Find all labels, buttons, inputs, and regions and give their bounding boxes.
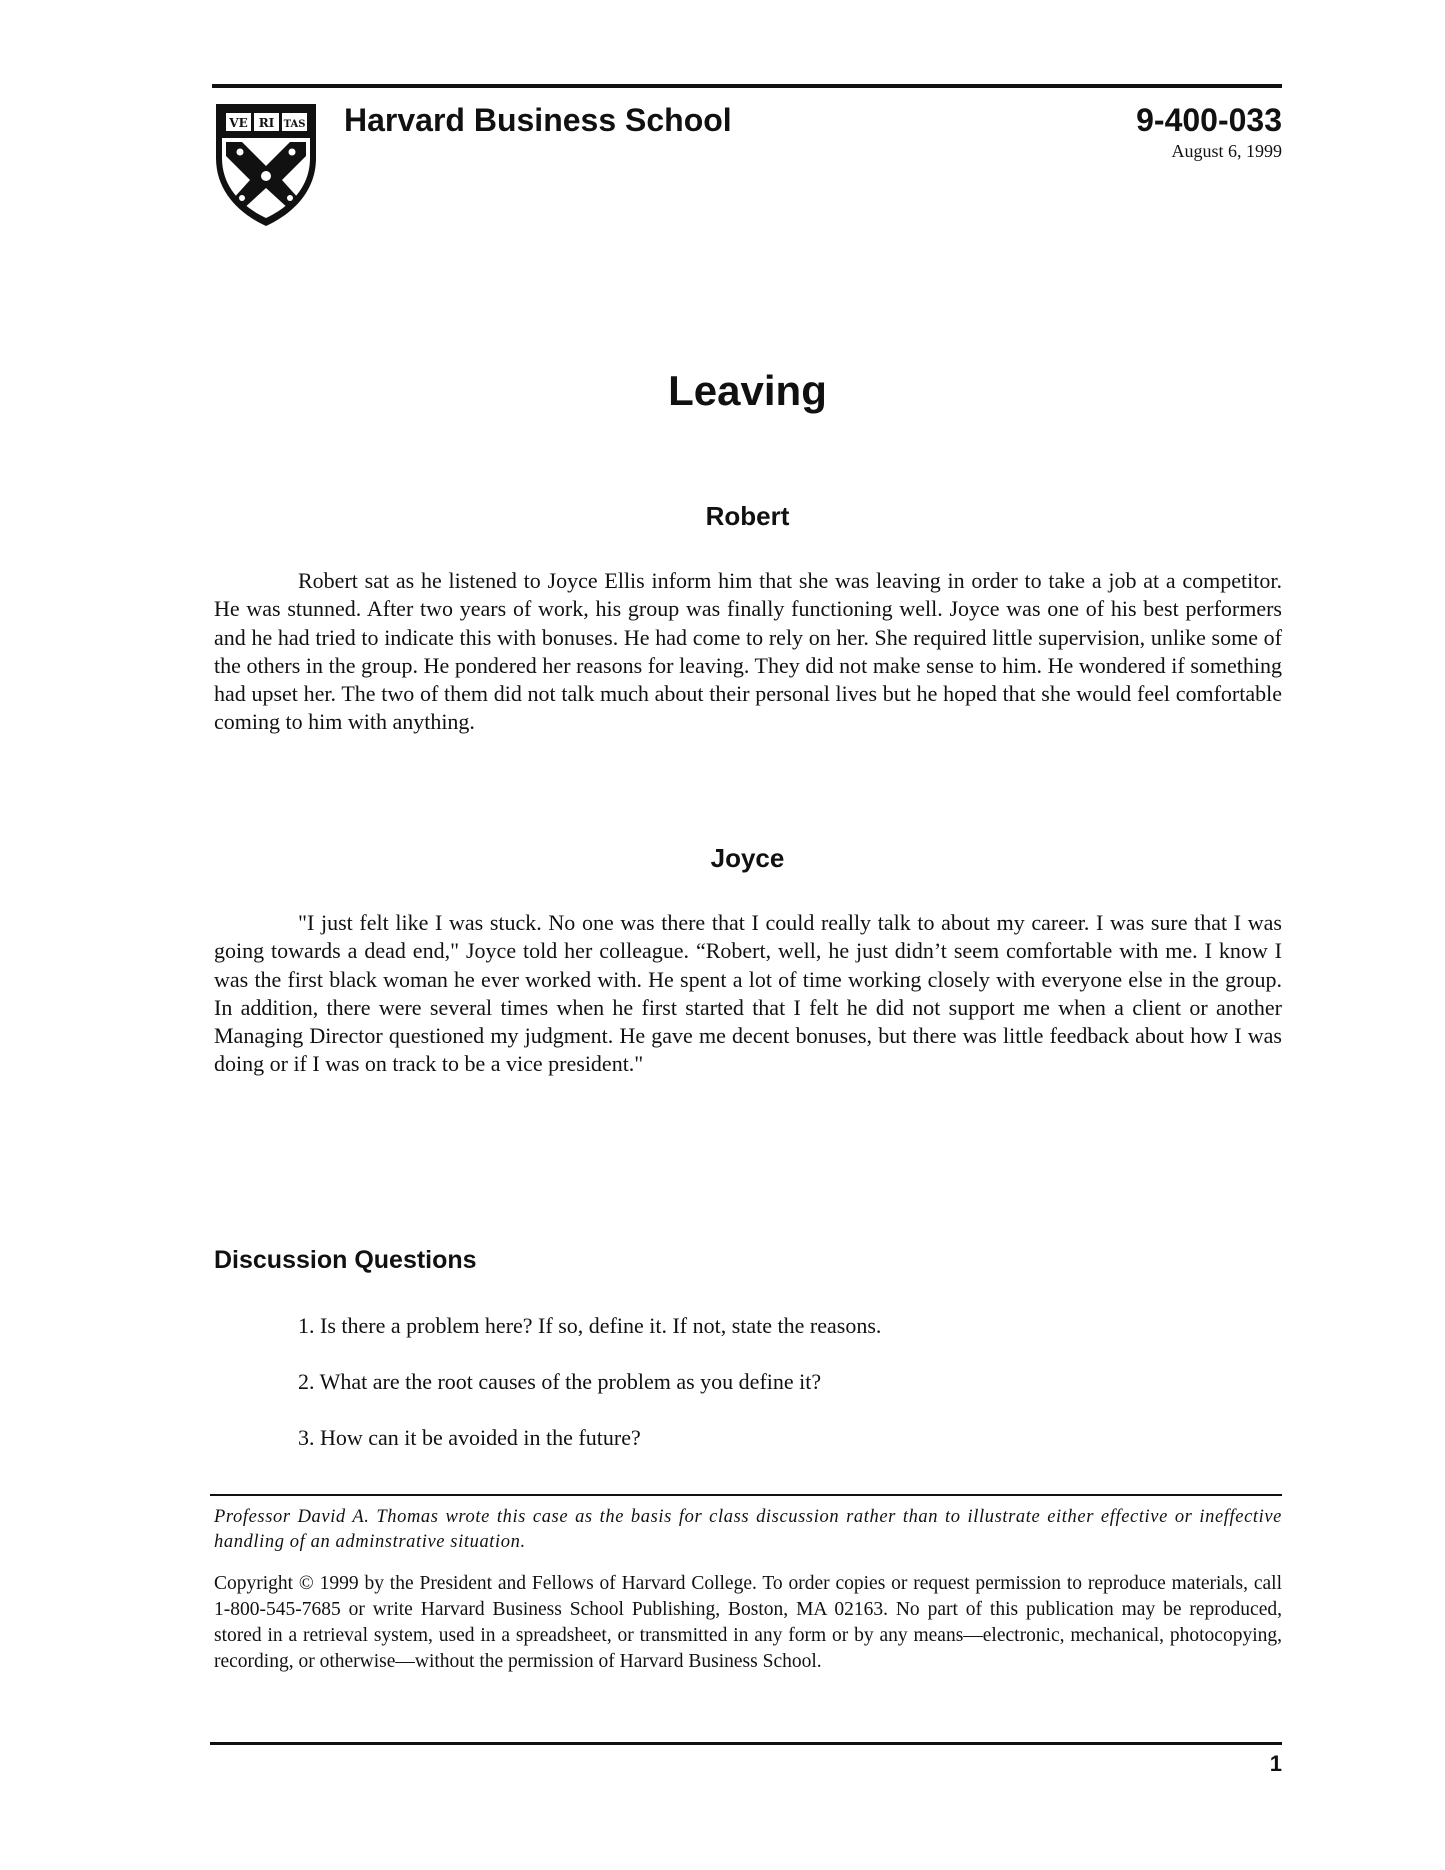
harvard-shield-logo xyxy=(212,100,320,230)
discussion-heading: Discussion Questions xyxy=(214,1246,477,1274)
discussion-question: 1. Is there a problem here? If so, define it. If not, state the reasons. xyxy=(298,1313,882,1338)
document-date: August 6, 1999 xyxy=(1171,141,1282,161)
discussion-question: 3. How can it be avoided in the future? xyxy=(298,1425,641,1450)
document-number: 9-400-033 xyxy=(1136,102,1282,138)
section-body-joyce: "I just felt like I was stuck. No one was there that I could really talk to about my career. I was sure that I was going towards a dead end," Joyce told her colleague. “Robert, well, he just didn’t seem comfortable with me. I know I was the first black woman he ever worked with. He spent a lot of time working closely with everyone else in the group. In addition, there were several times when he first started that I felt he did not support me when a client or another Managing Director questioned my judgment. He gave me decent bonuses, but there was little feedback about how I was doing or if I was on track to be a vice president." xyxy=(214,910,1282,1077)
page-number: 1 xyxy=(1269,1751,1282,1776)
page-title: Leaving xyxy=(668,367,827,414)
discussion-question-list xyxy=(298,1312,881,1480)
logo-text-ri: RI xyxy=(258,116,275,130)
section-heading-joyce: Joyce xyxy=(710,843,785,873)
author-note: Professor David A. Thomas wrote this case as the basis for class discussion rather than to illustrate either effective or ineffective handling of an adminstrative situation. xyxy=(214,1507,1282,1552)
discussion-question: 2. What are the root causes of the problem as you define it? xyxy=(298,1369,822,1394)
section-heading-robert: Robert xyxy=(705,501,790,531)
logo-text-ve: VE xyxy=(229,116,248,130)
footer-rule xyxy=(210,1742,1282,1745)
logo-text-tas: TAS xyxy=(283,119,306,130)
section-body-robert: Robert sat as he listened to Joyce Ellis inform him that she was leaving in order to take a job at a competitor. He was stunned. After two years of work, his group was finally functioning well. Joyce was one of his best performers and he had tried to indicate this with bonuses. He had come to rely on her. She required little supervision, unlike some of the others in the group. He pondered her reasons for leaving. They did not make sense to him. He wondered if something had upset her. The two of them did not talk much about their personal lives but he hoped that she would feel comfortable coming to him with anything. xyxy=(214,568,1282,735)
footnote-rule xyxy=(210,1494,1282,1496)
header-rule xyxy=(212,84,1282,88)
copyright-notice: Copyright © 1999 by the President and Fellows of Harvard College. To order copies or request permission to reproduce materials, call 1-800-545-7685 or write Harvard Business School Publishing, Boston, MA 02163. No part of this publication may be reproduced, stored in a retrieval system, used in a spreadsheet, or transmitted in any form or by any means—electronic, mechanical, photocopying, recording, or otherwise—without the permission of Harvard Business School. xyxy=(214,1573,1282,1672)
school-name: Harvard Business School xyxy=(344,102,732,138)
